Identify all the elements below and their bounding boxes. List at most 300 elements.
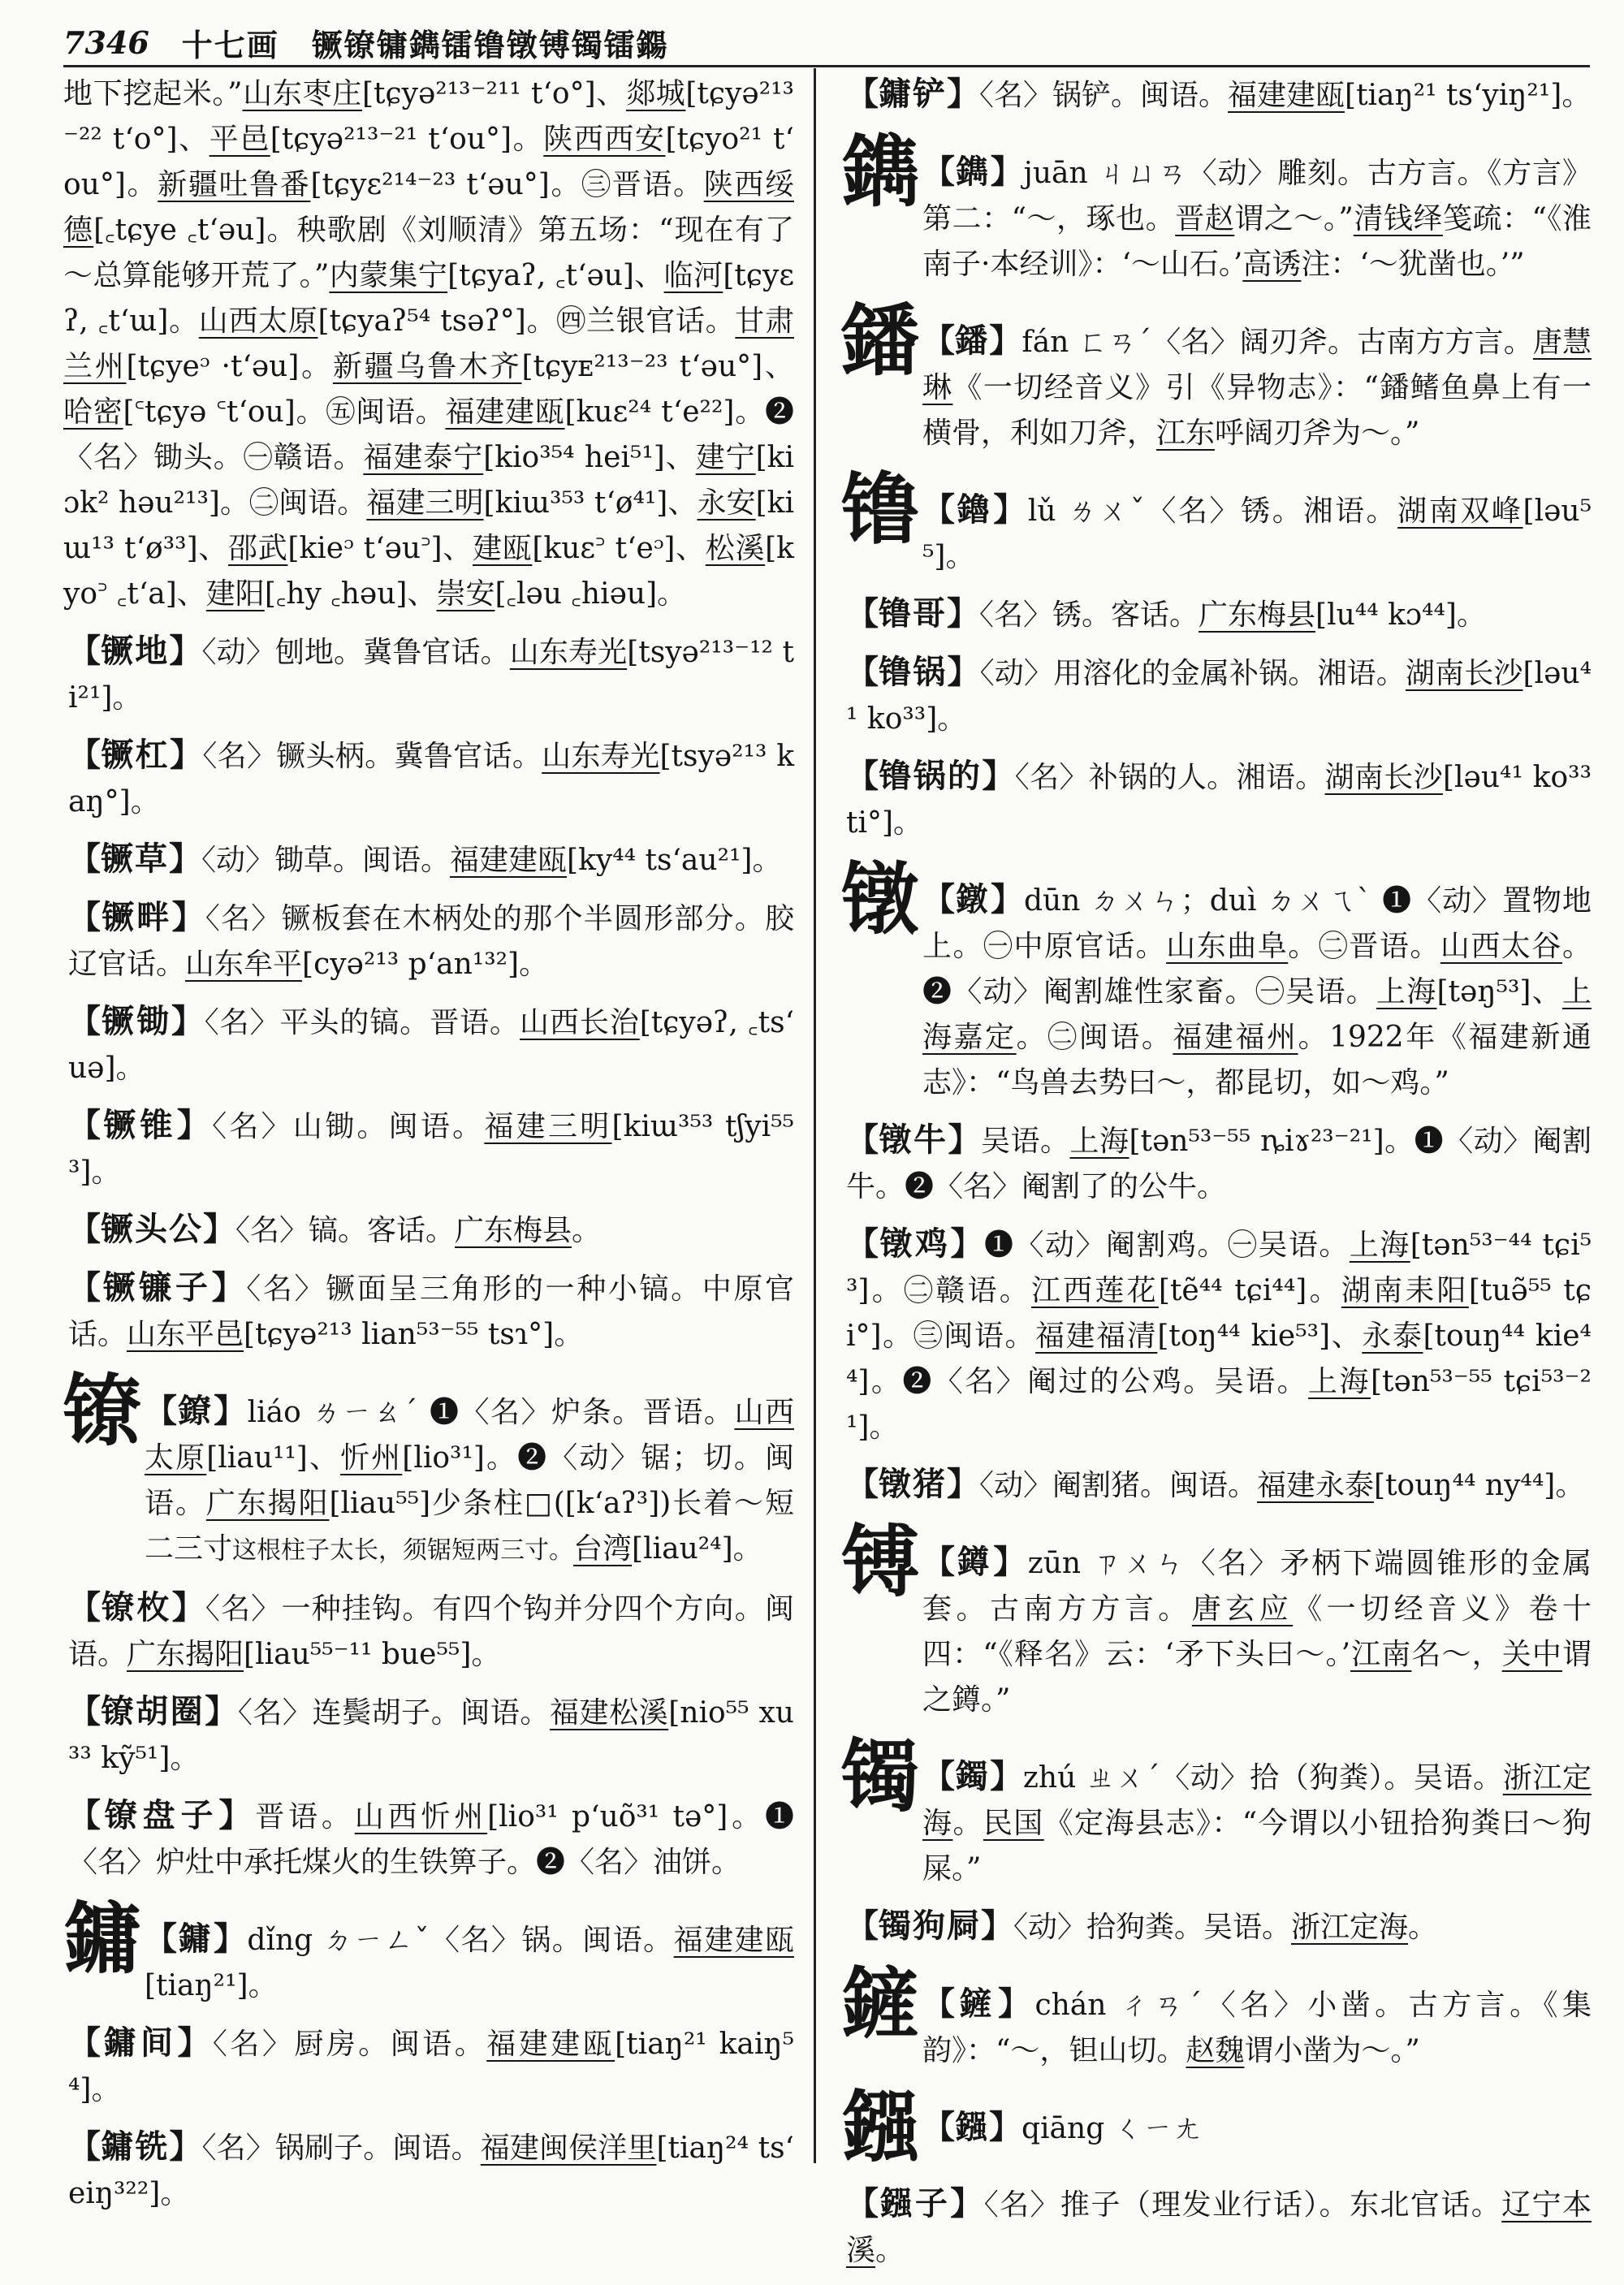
place-name: 山东寿光 — [542, 740, 660, 773]
sub-entry — [841, 650, 1592, 742]
sub-entry — [841, 1462, 1592, 1509]
bracket-close: 】 — [169, 840, 201, 878]
place-name: 永安 — [697, 486, 756, 520]
character-definition — [922, 2085, 1592, 2152]
definition-text: [tiaŋ²¹ tsʻyiŋ²¹]。 — [1345, 79, 1592, 112]
definition-text: dūn ㄉㄨㄣ；duì ㄉㄨㄟˋ ❶〈动〉置物地上。㊀中原官话。 — [922, 884, 1592, 963]
bracket-close: 】 — [213, 1920, 248, 1958]
headword: 镢镰子 — [102, 1268, 212, 1307]
place-name: 广东梅县 — [1199, 598, 1316, 632]
place-name: 临河 — [663, 259, 723, 292]
place-name: 福建闽侯洋里 — [480, 2132, 657, 2165]
definition-text: [꜀hy ꜀həu]、 — [264, 577, 437, 611]
place-name: 新疆乌鲁木齐 — [332, 350, 522, 383]
character-definition — [145, 1897, 794, 2009]
sub-entry — [841, 71, 1592, 119]
place-name: 清钱绎 — [1353, 202, 1443, 235]
bracket-open: 【 — [922, 1985, 960, 2023]
place-name: 民国 — [983, 1807, 1044, 1840]
bracket-open: 【 — [846, 1465, 879, 1503]
bracket-close: 】 — [990, 880, 1024, 918]
traditional-form: 鏞 — [178, 1920, 214, 1958]
headword: 镢杠 — [101, 736, 170, 774]
traditional-form: 鑥 — [957, 490, 994, 529]
definition-text: 〈名〉一种挂钩。有四个钩并分四个方向。闽语。 — [68, 1592, 794, 1671]
definition-text: liáo ㄌㄧㄠˊ ❶〈名〉炉条。晋语。 — [247, 1396, 735, 1429]
definition-text: lǔ ㄌㄨˇ〈名〉锈。湘语。 — [1027, 495, 1398, 528]
sub-entry — [63, 2124, 794, 2217]
definition-text: 〈动〉用溶化的金属补锅。湘语。 — [979, 657, 1406, 690]
traditional-form: 鐲 — [955, 1757, 991, 1795]
place-name: 辽宁本溪 — [846, 2188, 1592, 2267]
bracket-close: 】 — [171, 1588, 205, 1626]
place-name: 永泰 — [1362, 1320, 1423, 1353]
head-character: 镥 — [841, 464, 919, 555]
place-name: 松溪 — [705, 532, 766, 565]
place-name: 甘肃兰州 — [63, 305, 794, 383]
sub-entry — [841, 591, 1592, 638]
place-name: 平邑 — [209, 123, 270, 156]
bracket-close: 】 — [947, 594, 979, 633]
headword: 镦鸡 — [879, 1225, 951, 1263]
definition-text: 谓之～。” — [1234, 202, 1354, 235]
traditional-form: 鐇 — [955, 322, 990, 360]
definition-text: 〈名〉镐。客话。 — [235, 1214, 456, 1247]
sub-entry — [841, 2181, 1592, 2274]
headword: 镣胡圈 — [101, 1692, 205, 1730]
headword: 鏹子 — [879, 2184, 951, 2222]
headword: 镢头公 — [101, 1210, 203, 1248]
sub-entry — [63, 2020, 794, 2113]
sub-entry — [841, 1117, 1592, 1210]
place-name: 赵魏 — [1186, 2034, 1245, 2067]
head-character: 镦 — [841, 853, 919, 945]
bracket-open: 【 — [68, 1268, 103, 1307]
bracket-open: 【 — [68, 1106, 104, 1144]
header-rule — [63, 65, 1590, 67]
place-name: 高诱 — [1242, 248, 1302, 281]
headword: 镦牛 — [879, 1121, 948, 1159]
bracket-close: 】 — [176, 1106, 213, 1144]
place-name: 广东揭阳 — [205, 1487, 330, 1520]
definition-text: 〈名〉推子（理发业行话）。东北官话。 — [983, 2188, 1502, 2222]
definition-text: 〈名〉连鬓胡子。闽语。 — [237, 1696, 550, 1730]
definition-text: zhú ㄓㄨˊ〈动〉拾（狗粪）。吴语。 — [1022, 1761, 1503, 1795]
place-name: 福建建瓯 — [450, 844, 568, 877]
bracket-close: 】 — [177, 2024, 213, 2062]
definition-text: 。1922年《福建新通志》：“鸟兽去势曰～，都昆切，如～鸡。” — [922, 1021, 1592, 1099]
definition-text: [tiaŋ²⁴ tsʻeiŋ³²²]。 — [68, 2132, 794, 2210]
definition-text: [tɕyaʔ, ꜀tʻəu]、 — [447, 259, 664, 292]
definition-text: [tiaŋ²¹]。 — [145, 1969, 278, 2002]
bracket-close: 】 — [171, 1002, 205, 1040]
definition-text: [liau¹¹]、 — [206, 1441, 341, 1475]
bracket-open: 【 — [846, 2184, 880, 2222]
definition-text: chán ㄔㄢˊ〈名〉小凿。古方言。《集韵》：“～，钽山切。 — [922, 1989, 1592, 2067]
definition-text: [nio⁵⁵ xu³³ kỹ⁵¹]。 — [68, 1696, 794, 1775]
definition-text: 〈名〉锈。客话。 — [979, 598, 1199, 632]
traditional-form: 鏹 — [955, 2108, 989, 2146]
sub-entry — [63, 1207, 794, 1254]
bracket-close: 】 — [990, 153, 1024, 191]
place-name: 山东枣庄 — [242, 77, 362, 110]
definition-text: 谓小凿为～。” — [1244, 2034, 1420, 2067]
definition-text: 〈动〉刨地。冀鲁官话。 — [201, 636, 510, 669]
definition-text: [kuɛ²⁴ tʻe²²]。❷〈名〉锄头。㊀赣语。 — [63, 395, 794, 474]
character-entry — [841, 853, 1592, 1106]
page-number: 7346 — [63, 24, 149, 61]
bracket-open: 【 — [68, 1796, 105, 1834]
definition-text: 〈名〉锅铲。闽语。 — [979, 79, 1229, 112]
character-entry — [841, 1958, 1592, 2074]
definition-text: [tɕyeᵓ ·tʻəu]。 — [126, 350, 333, 383]
right-column — [841, 71, 1592, 2285]
sub-entry — [841, 1221, 1592, 1450]
place-name: 福建建瓯 — [1228, 79, 1345, 112]
bracket-close: 】 — [947, 1465, 979, 1503]
bracket-open: 【 — [846, 1907, 879, 1945]
bracket-close: 】 — [169, 632, 202, 670]
definition-text: [tən⁵³⁻⁵⁵ ȵiɤ²³⁻²¹]。❶〈动〉阉割牛。❷〈名〉阉割了的公牛。 — [846, 1125, 1592, 1203]
bracket-close: 】 — [171, 898, 205, 936]
definition-text: [tuə̃⁵⁵ tɕi°]。㊂闽语。 — [846, 1274, 1592, 1353]
place-name: 上海 — [1376, 975, 1437, 1009]
sub-entry — [63, 732, 794, 825]
definition-text: 。 — [572, 1214, 602, 1247]
bracket-open: 【 — [846, 757, 879, 795]
character-definition — [922, 468, 1592, 580]
definition-text: 名～， — [1411, 1638, 1502, 1671]
definition-text: [təŋ⁵³]、 — [1436, 975, 1562, 1009]
place-name: 福建永泰 — [1257, 1469, 1375, 1502]
bracket-open: 【 — [846, 653, 879, 691]
definition-text: 笺疏：“《淮南子·本经训》：‘～山石。’ — [922, 202, 1592, 281]
character-definition — [922, 1520, 1592, 1723]
definition-text: [tɕyaʔ⁵⁴ tsəʔ°]。㊃兰银官话。 — [317, 305, 736, 338]
definition-text: dǐng ㄉㄧㄥˇ〈名〉锅。闽语。 — [247, 1924, 674, 1957]
definition-text: [touŋ⁴⁴ kie⁴⁴]。❷〈名〉阉过的公鸡。吴语。 — [846, 1320, 1592, 1398]
bracket-close: 】 — [982, 757, 1015, 795]
place-name: 福建建瓯 — [445, 395, 565, 429]
place-name: 邵武 — [228, 532, 288, 565]
definition-text: 〈名〉镢面呈三角形的一种小镐。中原官话。 — [68, 1272, 795, 1351]
place-name: 唐慧琳 — [922, 326, 1592, 404]
place-name: 广东梅县 — [455, 1214, 572, 1247]
traditional-form: 鐓 — [955, 880, 991, 918]
definition-text: 〈名〉平头的镐。晋语。 — [204, 1006, 520, 1039]
bracket-open: 【 — [68, 736, 102, 774]
head-character: 鏹 — [841, 2081, 919, 2173]
head-character: 鏟 — [841, 1958, 919, 2050]
definition-text: [touŋ⁴⁴ ny⁴⁴]。 — [1374, 1469, 1585, 1502]
place-name: 上海嘉定 — [922, 975, 1592, 1054]
definition-text: [kiɯ³⁵³ tʃyi⁵⁵³]。 — [68, 1110, 794, 1189]
definition-text: [꜂tɕyə ꜂tʻou]。㊄闽语。 — [123, 395, 446, 429]
definition-text: 晋语。 — [255, 1800, 355, 1834]
bracket-close: 】 — [205, 1692, 238, 1730]
sub-entry — [63, 895, 794, 987]
page-title: 十七画 镢镣镛鐫镭镥镦镈镯镭鐊 — [181, 26, 669, 63]
place-name: 福建建瓯 — [673, 1924, 795, 1957]
definition-text: [ky⁴⁴ tsʻau²¹]。 — [567, 844, 782, 877]
sub-entry — [63, 1585, 794, 1678]
definition-text: 《定海县志》：“今谓以小钮拾狗粪曰～狗屎。” — [922, 1807, 1592, 1885]
character-definition — [922, 1734, 1592, 1892]
definition-text: [tɕyᴇ²¹³⁻²³ tʻəu°]、 — [521, 350, 794, 383]
character-entry — [841, 1730, 1592, 1892]
headword: 镢地 — [101, 632, 170, 670]
sub-entry — [63, 628, 794, 721]
place-name: 陕西西安 — [543, 123, 666, 156]
headword: 镣枚 — [102, 1588, 172, 1626]
bracket-open: 【 — [68, 1588, 102, 1626]
headword: 镥锅的 — [879, 757, 983, 795]
head-character: 镣 — [63, 1365, 141, 1457]
definition-text: [tɕyə²¹³⁻²² tʻo°]、 — [63, 77, 794, 156]
character-entry — [841, 126, 1592, 287]
definition-text: 地下挖起米。” — [63, 77, 243, 110]
definition-text: zūn ㄗㄨㄣ〈名〉矛柄下端圆锥形的金属套。古南方方言。 — [922, 1547, 1592, 1626]
bracket-open: 【 — [68, 1002, 102, 1040]
bracket-open: 【 — [68, 840, 101, 878]
headword: 鏞铣 — [101, 2127, 170, 2166]
sub-entry — [63, 1793, 794, 1885]
definition-text: [kieᵓ tʻəu꜄]、 — [287, 532, 473, 565]
headword: 镥锅 — [879, 653, 948, 691]
head-character: 鐇 — [841, 295, 919, 387]
definition-text: 〈名〉厨房。闽语。 — [212, 2028, 487, 2061]
place-name: 山东牟平 — [185, 948, 303, 981]
sub-entry — [841, 754, 1592, 846]
definition-text: [cyə²¹³ pʻan¹³²]。 — [302, 948, 549, 981]
bracket-open: 【 — [846, 1225, 880, 1263]
place-name: 福建建瓯 — [486, 2028, 615, 2061]
place-name: 湖南长沙 — [1324, 761, 1443, 794]
place-name: 郯城 — [626, 77, 686, 110]
definition-text: 。㊁闽语。 — [1016, 1021, 1173, 1054]
place-name: 忻州 — [340, 1441, 403, 1475]
definition-text: 〈动〉拾狗粪。吴语。 — [1013, 1911, 1292, 1944]
bracket-close: 】 — [169, 736, 203, 774]
definition-text: 注：‘～犹凿也。’” — [1301, 248, 1525, 281]
bracket-close: 】 — [203, 1210, 235, 1248]
definition-text: 〈名〉补锅的人。湘语。 — [1014, 761, 1325, 794]
definition-text: [lu⁴⁴ kɔ⁴⁴]。 — [1315, 598, 1486, 632]
headword: 镥哥 — [879, 594, 947, 633]
place-name: 湖南耒阳 — [1341, 1274, 1469, 1307]
left-column — [63, 71, 794, 2228]
bracket-open: 【 — [68, 2127, 102, 2166]
bracket-close: 】 — [989, 2108, 1021, 2146]
bracket-close: 】 — [950, 2184, 984, 2222]
definition-text: 《一切经音义》引《异物志》：“鐇鳍鱼鼻上有一横骨，利如刀斧， — [922, 371, 1592, 450]
definition-text: [tən⁵³⁻⁵⁵ tɕi⁵³⁻²¹]。 — [846, 1365, 1592, 1444]
definition-text: [liau²⁴]。 — [632, 1532, 762, 1566]
character-definition — [922, 1962, 1592, 2074]
definition-text: [tẽ⁴⁴ tɕi⁴⁴]。 — [1158, 1274, 1341, 1307]
bracket-open: 【 — [922, 2108, 955, 2146]
sub-entry — [63, 1103, 794, 1195]
definition-text: [liau⁵⁵⁻¹¹ bue⁵⁵]。 — [244, 1638, 501, 1671]
place-name: 上海 — [1069, 1125, 1129, 1158]
definition-text: [tɕyəʔ, ꜀tsʻuə]。 — [68, 1006, 795, 1085]
place-name: 湖南长沙 — [1405, 657, 1523, 690]
definition-text: 。 — [952, 1807, 983, 1840]
bracket-close: 】 — [948, 1121, 981, 1159]
definition-text: 〈动〉阉割猪。闽语。 — [979, 1469, 1258, 1502]
headword: 镦猪 — [879, 1465, 947, 1503]
character-definition — [922, 299, 1592, 456]
place-name: 湖南双峰 — [1397, 495, 1523, 528]
place-name: 山东平邑 — [127, 1318, 244, 1351]
definition-text: 〈名〉锅刷子。闽语。 — [201, 2132, 481, 2165]
bracket-open: 【 — [922, 153, 956, 191]
traditional-form: 鐫 — [955, 153, 991, 191]
character-definition — [922, 130, 1592, 287]
gloss-note: 这根柱子太长，须锯短两三寸。 — [232, 1536, 574, 1565]
definition-text: [liau⁵⁵]少条柱□([kʻaʔ³])长着～短二三寸 — [145, 1487, 794, 1566]
definition-text: [kiɯ¹³ tʻø³³]、 — [63, 486, 794, 565]
bracket-close: 】 — [947, 653, 980, 691]
definition-text: 。㊁晋语。 — [1288, 930, 1440, 963]
definition-text: [kuɛ꜄ tʻeᵓ]、 — [532, 532, 706, 565]
bracket-open: 【 — [922, 1543, 957, 1581]
bracket-close: 】 — [993, 1543, 1028, 1581]
definition-text: [lio³¹]。❷〈动〉锯；切。闽语。 — [145, 1441, 794, 1520]
bracket-close: 】 — [211, 1268, 247, 1307]
sub-entry — [63, 836, 794, 883]
bracket-open: 【 — [68, 1692, 102, 1730]
bracket-close: 】 — [981, 1907, 1013, 1945]
definition-text: [tən⁵³⁻⁴⁴ tɕi⁵³]。㊁赣语。 — [846, 1229, 1592, 1307]
bracket-open: 【 — [846, 75, 879, 113]
headword: 镢锥 — [103, 1106, 177, 1144]
bracket-close: 】 — [218, 1796, 256, 1834]
place-name: 山东曲阜 — [1166, 930, 1289, 963]
place-name: 广东揭阳 — [127, 1638, 244, 1671]
place-name: 崇安 — [436, 577, 495, 611]
bracket-open: 【 — [145, 1920, 179, 1958]
character-entry — [841, 2081, 1592, 2173]
bracket-close: 】 — [989, 322, 1022, 360]
definition-text: 吴语。 — [980, 1125, 1070, 1158]
place-name: 陕西绥德 — [63, 168, 794, 247]
definition-text: [tsyə²¹³⁻¹² ti²¹]。 — [68, 636, 795, 715]
sub-entry — [63, 999, 794, 1091]
place-name: 建阳 — [205, 577, 265, 611]
place-name: 山西太原 — [145, 1396, 794, 1475]
place-name: 山东寿光 — [509, 636, 628, 669]
definition-text: [kio³⁵⁴ hei⁵¹]、 — [483, 441, 696, 474]
headword: 镯狗屙 — [879, 1907, 981, 1945]
place-name: 江南 — [1350, 1638, 1412, 1671]
place-name: 福建泰宁 — [363, 441, 484, 474]
place-name: 浙江定海 — [922, 1761, 1592, 1840]
head-character: 鐫 — [841, 126, 919, 218]
sub-entry — [63, 1689, 794, 1782]
definition-text: [tɕyɛ²¹⁴⁻²³ tʻəu°]。㊂晋语。 — [310, 168, 704, 201]
definition-text: [kiɯ³⁵³ tʻø⁴¹]、 — [483, 486, 698, 520]
place-name: 关中 — [1501, 1638, 1562, 1671]
bracket-close: 】 — [997, 1985, 1035, 2023]
headword: 镢畔 — [102, 898, 172, 936]
character-entry — [841, 1516, 1592, 1723]
definition-text: 呼阔刃斧为～。” — [1215, 417, 1420, 450]
place-name: 晋赵 — [1175, 202, 1235, 235]
traditional-form: 鐏 — [957, 1543, 994, 1581]
definition-text: [kiɔk² həu²¹³]。㊁闽语。 — [63, 441, 794, 520]
definition-text: 。 — [875, 2234, 905, 2267]
column-divider — [814, 68, 816, 2163]
place-name: 浙江定海 — [1291, 1911, 1409, 1944]
character-entry — [841, 295, 1592, 456]
character-definition — [922, 857, 1592, 1106]
place-name: 福建福清 — [1035, 1320, 1158, 1353]
definition-text: juān ㄐㄩㄢ〈动〉雕刻。古方言。《方言》第二：“～，琢也。 — [922, 157, 1592, 235]
definition-text: [tsyə²¹³ kaŋ°]。 — [68, 740, 795, 819]
bracket-open: 【 — [846, 594, 879, 633]
bracket-open: 【 — [922, 490, 957, 529]
place-name: 建瓯 — [472, 532, 533, 565]
sub-entry — [841, 1903, 1592, 1950]
place-name: 福建三明 — [366, 486, 484, 520]
definition-text: ❶〈动〉阉割鸡。㊀吴语。 — [983, 1229, 1350, 1262]
headword: 镢草 — [101, 840, 169, 878]
definition-text: 。 — [1408, 1911, 1438, 1944]
headword: 镢锄 — [101, 1002, 171, 1040]
place-name: 上海 — [1349, 1229, 1410, 1262]
bracket-close: 】 — [169, 2127, 202, 2166]
definition-text: 〈名〉镢头柄。冀鲁官话。 — [202, 740, 542, 773]
definition-text: [kyo꜄ ꜀tʻa]、 — [63, 532, 794, 611]
definition-text: 《一切经音义》卷十四：“《释名》云：‘矛下头曰～。’ — [922, 1592, 1592, 1671]
place-name: 江西莲花 — [1030, 1274, 1159, 1307]
place-name: 福建福州 — [1173, 1021, 1298, 1054]
bracket-close: 】 — [990, 1757, 1023, 1795]
place-name: 唐玄应 — [1191, 1592, 1294, 1626]
place-name: 上海 — [1308, 1365, 1371, 1398]
definition-text: [tɕyo²¹ tʻou°]。 — [63, 123, 794, 201]
head-character: 镈 — [841, 1516, 919, 1608]
definition-text: 谓之鐏。” — [922, 1638, 1592, 1717]
bracket-open: 【 — [68, 632, 102, 670]
headword: 镣盘子 — [104, 1796, 219, 1834]
character-entry — [63, 1365, 794, 1574]
bracket-open: 【 — [846, 1121, 879, 1159]
place-name: 山西太原 — [198, 305, 318, 338]
place-name: 福建松溪 — [549, 1696, 669, 1730]
head-character: 镯 — [841, 1730, 919, 1822]
definition-text: [toŋ⁴⁴ kie⁵³]、 — [1157, 1320, 1363, 1353]
traditional-form: 鏟 — [959, 1985, 998, 2023]
definition-text: [tɕyə²¹³ lian⁵³⁻⁵⁵ tsɿ°]。 — [244, 1318, 584, 1351]
character-definition — [145, 1369, 794, 1574]
definition-text: 〈名〉镢板套在木柄处的那个半圆形部分。胶辽官话。 — [68, 902, 794, 981]
bracket-open: 【 — [145, 1392, 179, 1430]
place-name: 建宁 — [695, 441, 756, 474]
definition-text: [tɕyɛʔ, ꜀tʻɯ]。 — [63, 259, 794, 338]
definition-text: [lio³¹ pʻuõ³¹ tə°]。❶〈名〉炉灶中承托煤火的生铁箅子。❷〈名〉油饼。 — [68, 1800, 795, 1879]
bracket-close: 】 — [947, 75, 979, 113]
definition-text: [ləu⁴¹ ko³³]。 — [846, 657, 1592, 736]
traditional-form: 鐐 — [178, 1392, 214, 1430]
bracket-close: 】 — [950, 1225, 984, 1263]
place-name: 山西忻州 — [354, 1800, 488, 1834]
bracket-close: 】 — [214, 1392, 248, 1430]
bracket-open: 【 — [922, 1757, 956, 1795]
bracket-close: 】 — [993, 490, 1028, 529]
bracket-open: 【 — [68, 1210, 101, 1248]
